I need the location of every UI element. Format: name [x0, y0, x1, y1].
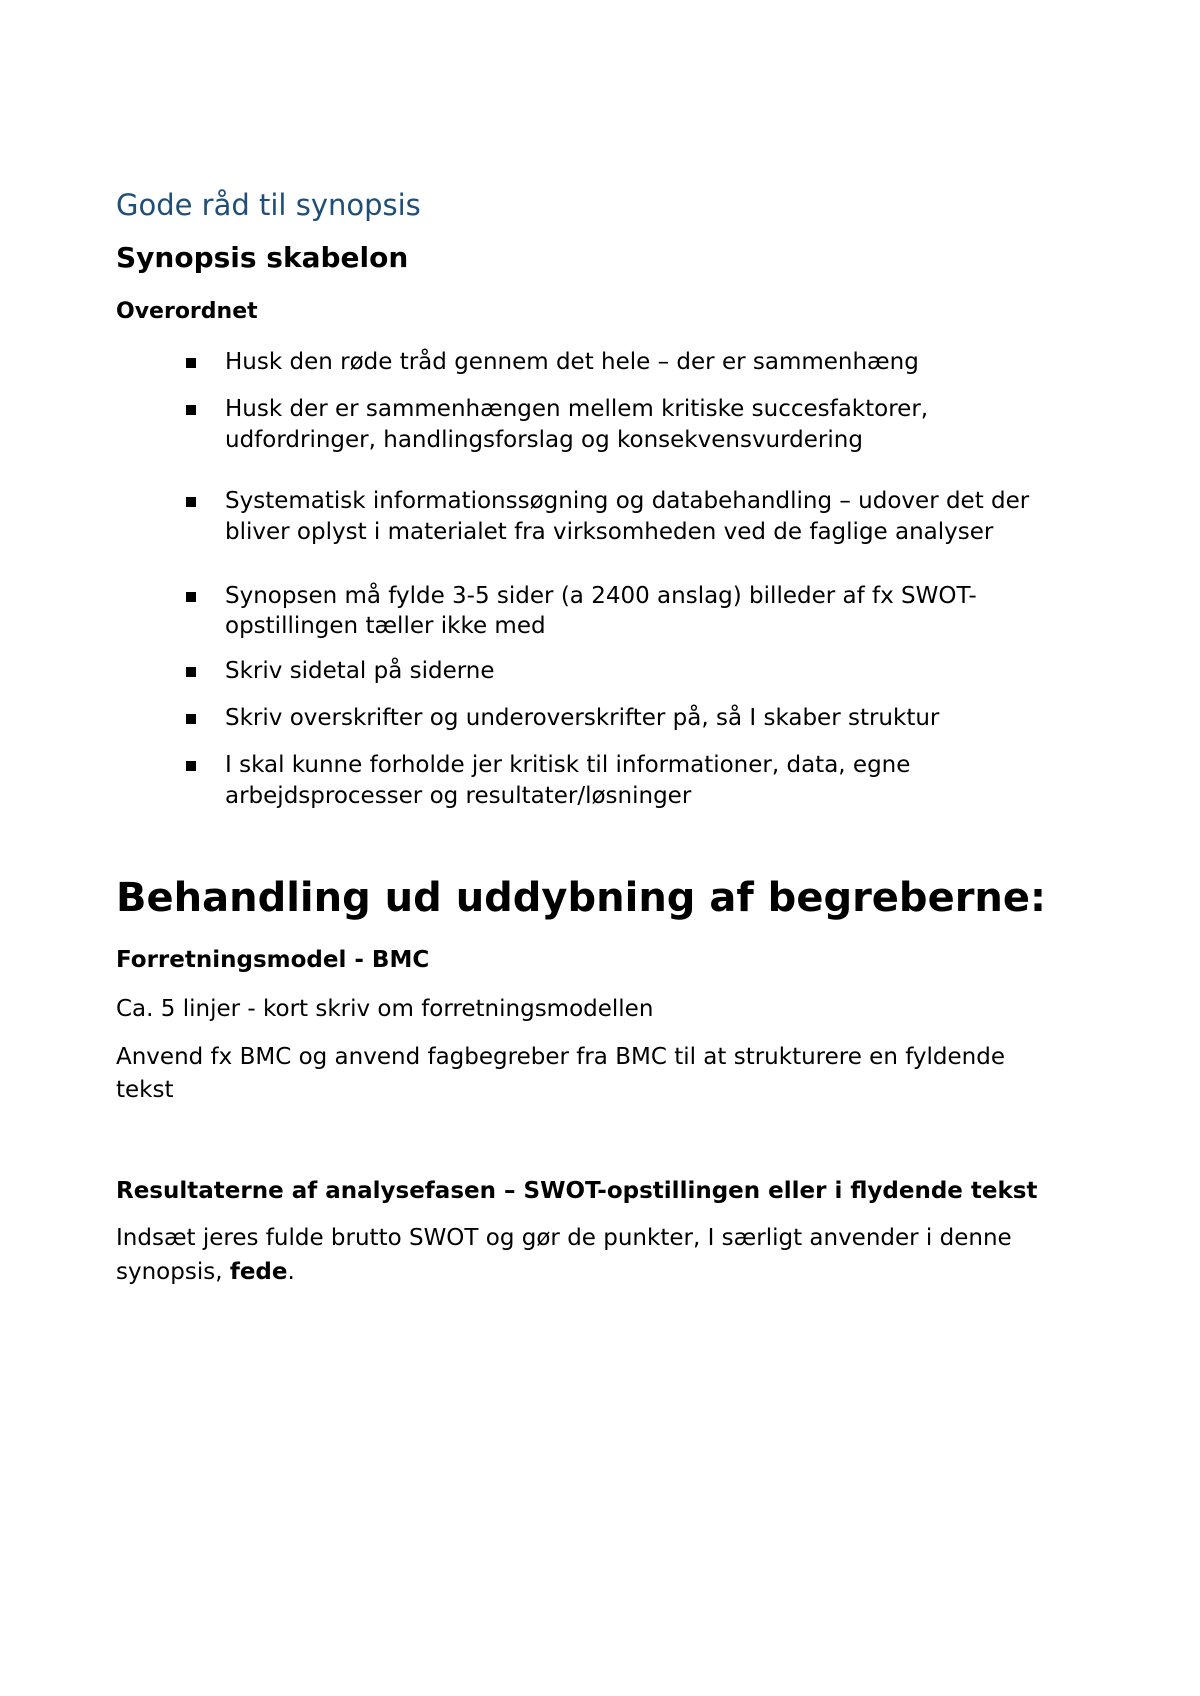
paragraph-end: . — [287, 1259, 295, 1285]
list-item-text: Skriv overskrifter og underoverskrifter på, så I skaber struktur — [225, 705, 940, 731]
paragraph: Anvend fx BMC og anvend fagbegreber fra BMC til at strukturere en fyldende — [116, 1044, 1005, 1070]
list-item-text: arbejdsprocesser og resultater/løsninger — [225, 783, 692, 809]
list-item-text: Husk den røde tråd gennem det hele – der er sammenhæng — [225, 349, 919, 375]
business-model-subheading: Forretningsmodel - BMC — [116, 947, 430, 973]
list-item-text: opstillingen tæller ikke med — [225, 613, 546, 639]
list-item-text: Systematisk informationssøgning og databehandling – udover det der — [225, 488, 1030, 514]
section-title: Behandling ud uddybning af begreberne: — [116, 875, 1047, 921]
bullet-icon — [186, 497, 196, 507]
bullet-icon — [186, 761, 196, 771]
bullet-icon — [186, 667, 196, 677]
list-item-text: bliver oplyst i materialet fra virksomheden ved de faglige analyser — [225, 519, 994, 545]
template-heading: Synopsis skabelon — [116, 241, 409, 274]
document-title: Gode råd til synopsis — [116, 188, 421, 222]
paragraph: Indsæt jeres fulde brutto SWOT og gør de punkter, I særligt anvender i denne — [116, 1225, 1012, 1251]
overview-subheading: Overordnet — [116, 299, 258, 324]
list-item-text: Skriv sidetal på siderne — [225, 658, 495, 684]
list-item-text: Husk der er sammenhængen mellem kritiske succesfaktorer, — [225, 396, 929, 422]
paragraph: tekst — [116, 1077, 174, 1103]
paragraph-text: synopsis, — [116, 1259, 230, 1285]
bold-word: fede — [229, 1259, 288, 1285]
analysis-results-subheading: Resultaterne af analysefasen – SWOT-opstillingen eller i flydende tekst — [116, 1178, 1038, 1204]
list-item-text: I skal kunne forholde jer kritisk til informationer, data, egne — [225, 752, 911, 778]
bullet-icon — [186, 714, 196, 724]
bullet-icon — [186, 358, 196, 368]
bullet-icon — [186, 592, 196, 602]
bullet-icon — [186, 405, 196, 415]
list-item-text: Synopsen må fylde 3-5 sider (a 2400 anslag) billeder af fx SWOT- — [225, 583, 977, 609]
paragraph — [116, 1256, 295, 1289]
list-item-text: udfordringer, handlingsforslag og konsekvensvurdering — [225, 427, 863, 453]
paragraph: Ca. 5 linjer - kort skriv om forretningsmodellen — [116, 996, 654, 1022]
